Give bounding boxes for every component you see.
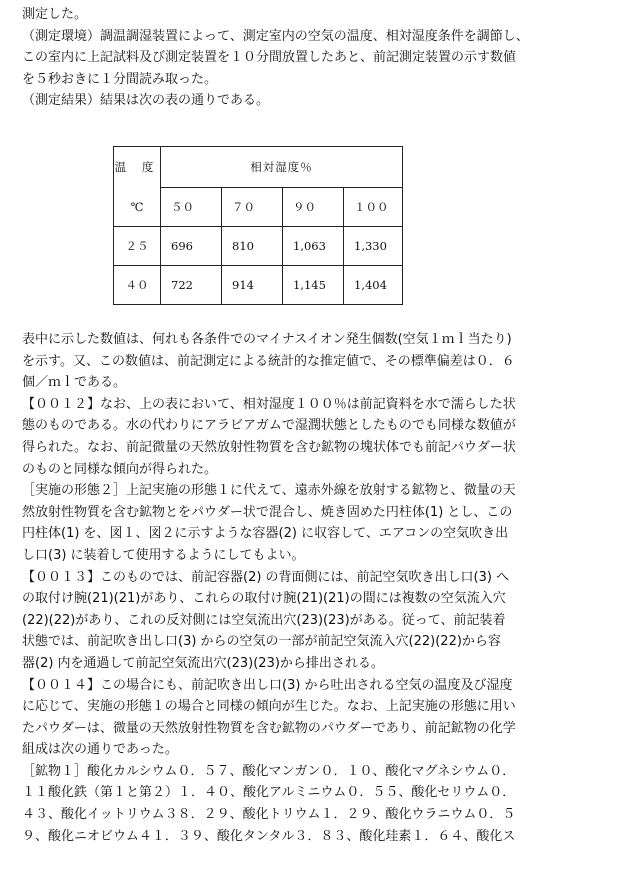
row-temp: ４０: [114, 266, 161, 305]
table-subheader-row: [114, 188, 403, 227]
text-line: （測定環境）調温調湿装置によって、測定室内の空気の温度、相対湿度条件を調節し、: [22, 28, 529, 44]
table-cell: 1,330: [344, 227, 403, 266]
text-line: ９、酸化ニオビウム４１．３９、酸化タンタル３．８３、酸化珪素１．６４、酸化ス: [22, 828, 516, 844]
text-line: 表中に示した数値は、何れも各条件でのマイナスイオン発生個数(空気１ｍｌ当たり): [22, 332, 512, 347]
table-cell: 1,404: [344, 266, 403, 305]
text-line: し口(3) に装着して使用するようにしてもよい。: [22, 547, 305, 563]
text-line: 状態では、前記吹き出し口(3) からの空気の一部が前記空気流入穴(22)(22)から容: [22, 634, 501, 650]
rh-column-header: ９０: [283, 188, 344, 227]
text-line: ［実施の形態２］上記実施の形態１に代えて、遠赤外線を放射する鉱物と、微量の天: [22, 483, 516, 499]
text-line: この室内に上記試料及び測定装置を１０分間放置したあと、前記測定装置の示す数値: [22, 50, 517, 66]
body-text: [0, 329, 620, 847]
text-line: 器(2) 内を通過して前記空気流出穴(23)(23)から排出される。: [22, 655, 384, 671]
table-cell: 810: [222, 227, 283, 266]
text-line: 個／ｍｌである。: [22, 375, 127, 391]
table-cell: 722: [161, 266, 222, 305]
text-line: ［鉱物１］酸化カルシウム０．５７、酸化マンガン０．１０、酸化マグネシウム０．: [22, 763, 516, 779]
intro-paragraph: [0, 4, 620, 112]
table-row: [114, 266, 403, 305]
text-line: 【００１２】なお、上の表において、相対湿度１００％は前記資料を水で濡らした状: [22, 396, 516, 412]
text-line: 然放射性物質を含む鉱物とをパウダー状で混合し、焼き固めた円柱体(1) とし、この: [22, 504, 513, 520]
text-line: 組成は次の通りであった。: [22, 742, 178, 758]
intro-text: [0, 4, 620, 112]
text-line: のものと同様な傾向が得られた。: [22, 461, 218, 477]
table-cell: 696: [161, 227, 222, 266]
text-line: 測定した。: [22, 7, 88, 22]
rh-header: 相対湿度％: [161, 147, 403, 188]
text-line: たパウダーは、微量の天然放射性物質を含む鉱物のパウダーであり、前記鉱物の化学: [22, 720, 516, 736]
table-cell: 1,145: [283, 266, 344, 305]
temp-unit: ℃: [114, 188, 161, 227]
text-line: に応じて、実施の形態１の場合と同様の傾向が生じた。なお、上記実施の形態に用い: [22, 699, 516, 715]
text-line: 態のものである。水の代わりにアラビアガムで湿潤状態としたものでも同様な数値が: [22, 418, 516, 434]
text-line: ４３、酸化イットリウム３８．２９、酸化トリウム１．２９、酸化ウラニウム０．５: [22, 807, 516, 823]
text-line: 【００１３】このものでは、前記容器(2) の背面側には、前記空気吹き出し口(3) へ: [22, 569, 510, 585]
rh-column-header: ７０: [222, 188, 283, 227]
table-header-row: [114, 147, 403, 188]
text-line: 円柱体(1) を、図１、図２に示すような容器(2) に収容して、エアコンの空気吹き出: [22, 526, 509, 542]
body-paragraphs: [0, 329, 620, 847]
rh-column-header: ５０: [161, 188, 222, 227]
table-cell: 1,063: [283, 227, 344, 266]
table-row: [114, 227, 403, 266]
table-cell: 914: [222, 266, 283, 305]
text-line: (22)(22)があり、これの反対側には空気流出穴(23)(23)がある。従って、前記装着: [22, 612, 506, 628]
text-line: の取付け腕(21)(21)があり、これらの取付け腕(21)(21)の間には複数の空気流入穴: [22, 591, 506, 607]
text-line: を５秒おきに１分間読み取った。: [22, 71, 218, 87]
rh-column-header: １００: [344, 188, 403, 227]
temp-header: 温 度: [114, 147, 161, 188]
text-line: を示す。又、この数値は、前記測定による統計的な推定値で、その標準偏差は０．６: [22, 353, 515, 369]
text-line: （測定結果）結果は次の表の通りである。: [22, 93, 270, 109]
text-line: 得られた。なお、前記微量の天然放射性物質を含む鉱物の塊状体でも前記パウダー状: [22, 439, 516, 455]
text-line: 【００１４】この場合にも、前記吹き出し口(3) から吐出される空気の温度及び湿度: [22, 677, 513, 693]
text-line: １１酸化鉄（第１と第２）１．４０、酸化アルミニウム０．５５、酸化セリウム０．: [22, 785, 516, 801]
row-temp: ２５: [114, 227, 161, 266]
results-table: [113, 146, 403, 305]
